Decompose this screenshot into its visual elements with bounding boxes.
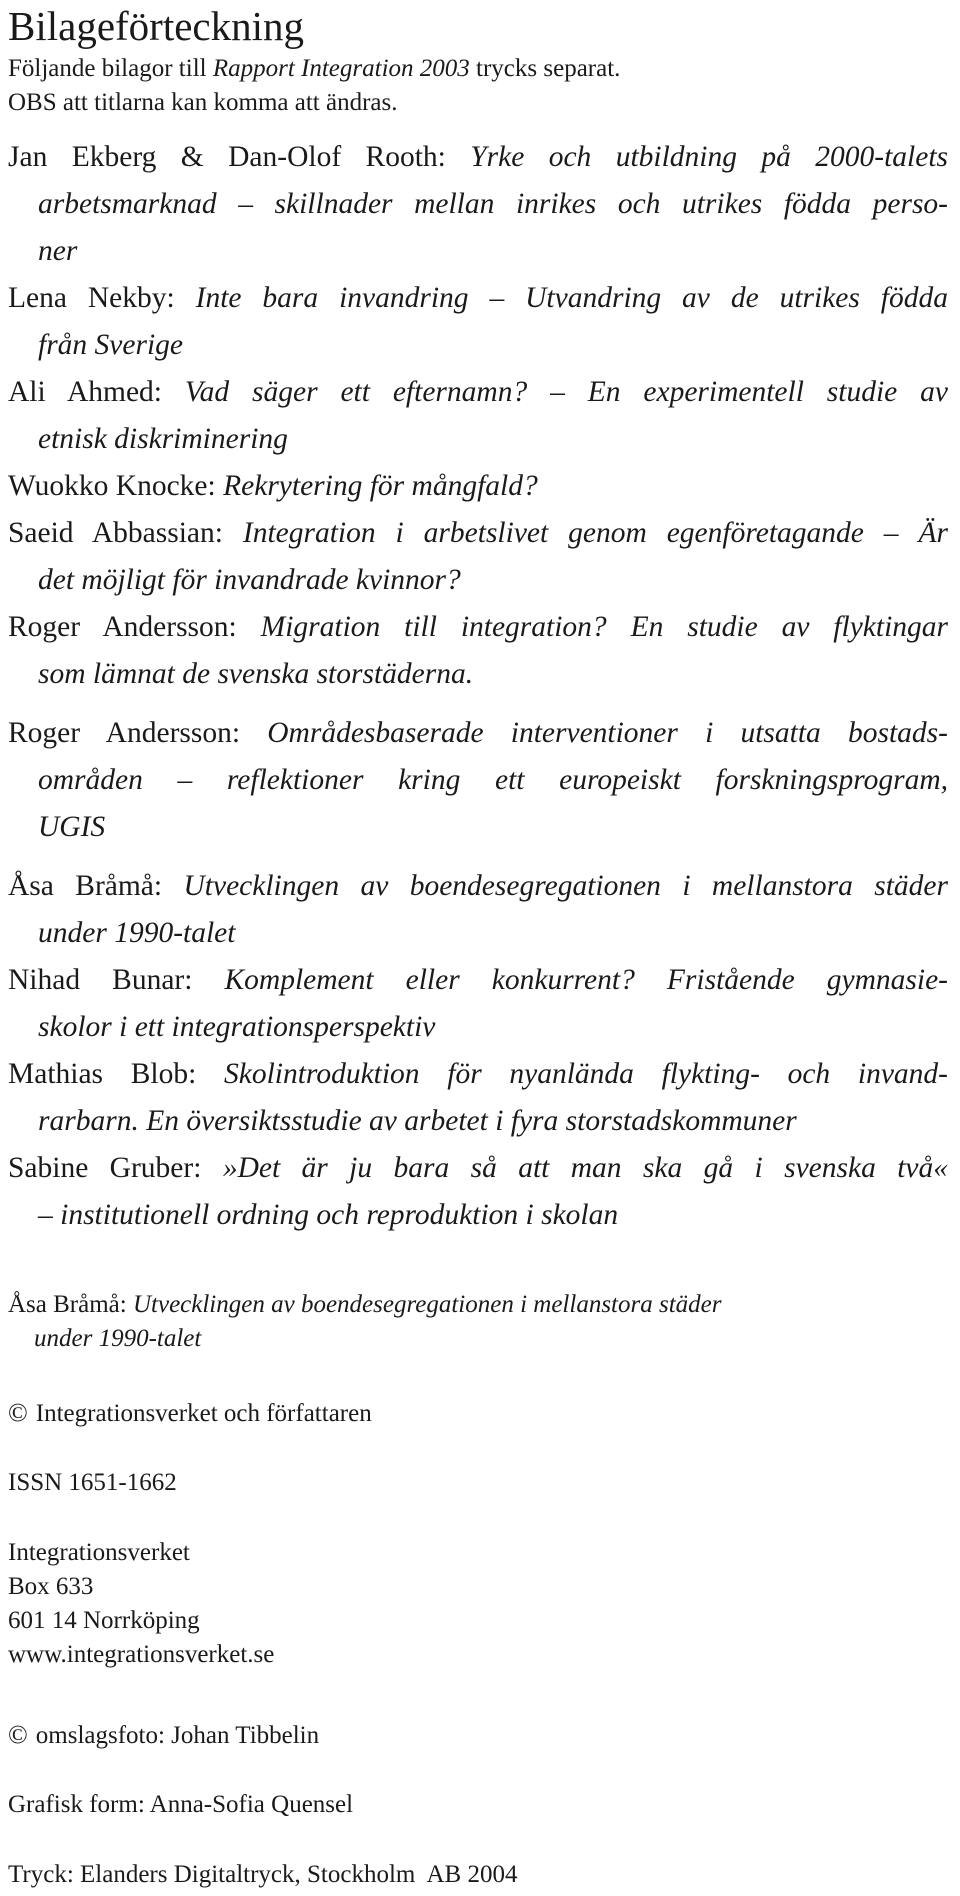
appendix-entry: Roger Andersson: Områdesbaserade interventioner i utsatta bostads- områden – reflektioner kring ett europeiskt forskningsprogram, UGIS (8, 717, 948, 843)
appendix-entry: Saeid Abbassian: Integration i arbetslivet genom egenföretagande – Är det möjligt för invandrade kvinnor? (8, 517, 948, 596)
appendix-entry: Jan Ekberg & Dan-Olof Rooth: Yrke och utbildning på 2000-talets arbetsmarknad – skillnader mellan inrikes och utrikes födda perso- ner (8, 141, 948, 267)
entry-author: Åsa Bråmå: (8, 870, 184, 902)
entry-author: Jan Ekberg & Dan-Olof Rooth: (8, 141, 471, 173)
issn: ISSN 1651-1662 (8, 1469, 177, 1496)
entry-title: Migration till integration? En studie av flyktingar (260, 611, 948, 643)
printer-credit: Tryck: Elanders Digitaltryck, Stockholm AB 2004 (8, 1861, 518, 1888)
publisher-address (8, 1536, 274, 1672)
appendix-list (8, 134, 948, 1239)
entry-author: Mathias Blob: (8, 1058, 224, 1090)
copyright-icon: © (8, 1720, 28, 1749)
publisher-name: Integrationsverket (8, 1539, 190, 1566)
entry-author: Sabine Gruber: (8, 1152, 223, 1184)
entry-title: Områdesbaserade interventioner i utsatta bostads- (267, 717, 948, 749)
entry-author: Roger Andersson: (8, 611, 261, 643)
entry-title: Komplement eller konkurrent? Fristående gymnasie- (224, 964, 948, 996)
publisher-box: Box 633 (8, 1573, 94, 1600)
intro-line-1: Följande bilagor till Rapport Integration 2003 trycks separat. (8, 55, 621, 82)
report-author: Åsa Bråmå: (8, 1291, 133, 1318)
entry-author: Wuokko Knocke: (8, 470, 224, 502)
entry-title: Yrke och utbildning på 2000-talets (470, 141, 948, 173)
photo-credit: © omslagsfoto: Johan Tibbelin (8, 1720, 320, 1749)
entry-author: Saeid Abbassian: (8, 517, 243, 549)
entry-title: Vad säger ett efternamn? – En experimentell studie av (184, 376, 948, 408)
copyright-line: © Integrationsverket och författaren (8, 1398, 372, 1427)
appendix-entry: Nihad Bunar: Komplement eller konkurrent? Fristående gymnasie- skolor i ett integrationsperspektiv (8, 964, 948, 1043)
appendix-entry: Åsa Bråmå: Utvecklingen av boendesegregationen i mellanstora städer under 1990-talet (8, 870, 948, 949)
appendix-entry: Lena Nekby: Inte bara invandring – Utvandring av de utrikes födda från Sverige (8, 282, 948, 361)
design-credit: Grafisk form: Anna-Sofia Quensel (8, 1791, 354, 1818)
entry-title: Integration i arbetslivet genom egenföretagande – Är (242, 517, 948, 549)
report-title: Rapport Integration 2003 (212, 55, 470, 82)
appendix-entry: Mathias Blob: Skolintroduktion för nyanlända flykting- och invand- rarbarn. En översiktsstudie av arbetet i fyra storstadskommuner (8, 1058, 948, 1137)
entry-title: Utvecklingen av boendesegregationen i mellanstora städer (183, 870, 948, 902)
publisher-website: www.integrationsverket.se (8, 1641, 275, 1668)
entry-author: Roger Andersson: (8, 717, 268, 749)
current-report: Åsa Bråmå: Utvecklingen av boendesegregationen i mellanstora städer under 1990-talet (8, 1291, 722, 1352)
entry-title: »Det är ju bara så att man ska gå i svenska två« (222, 1152, 949, 1184)
appendix-entry (8, 463, 948, 510)
entry-title: Inte bara invandring – Utvandring av de utrikes födda (195, 282, 948, 314)
page-title: Bilageförteckning (8, 3, 305, 49)
entry-author: Nihad Bunar: (8, 964, 225, 996)
entry-title: Skolintroduktion för nyanlända flykting- och invand- (224, 1058, 948, 1090)
appendix-entry: Roger Andersson: Migration till integration? En studie av flyktingar som lämnat de svenska storstäderna. (8, 611, 948, 690)
intro-line-2: OBS att titlarna kan komma att ändras. (8, 89, 398, 116)
report-title-line: Utvecklingen av boendesegregationen i mellanstora städer (132, 1291, 722, 1318)
intro-text (8, 52, 620, 120)
entry-author: Ali Ahmed: (8, 376, 185, 408)
entry-author: Lena Nekby: (8, 282, 196, 314)
entry-title: Rekrytering för mångfald? (223, 470, 538, 502)
publisher-city: 601 14 Norrköping (8, 1607, 200, 1634)
copyright-icon: © (8, 1398, 28, 1427)
appendix-entry: Ali Ahmed: Vad säger ett efternamn? – En experimentell studie av etnisk diskriminering (8, 376, 948, 455)
appendix-entry: Sabine Gruber: »Det är ju bara så att man ska gå i svenska två« – institutionell ordning och reproduktion i skolan (8, 1152, 949, 1231)
